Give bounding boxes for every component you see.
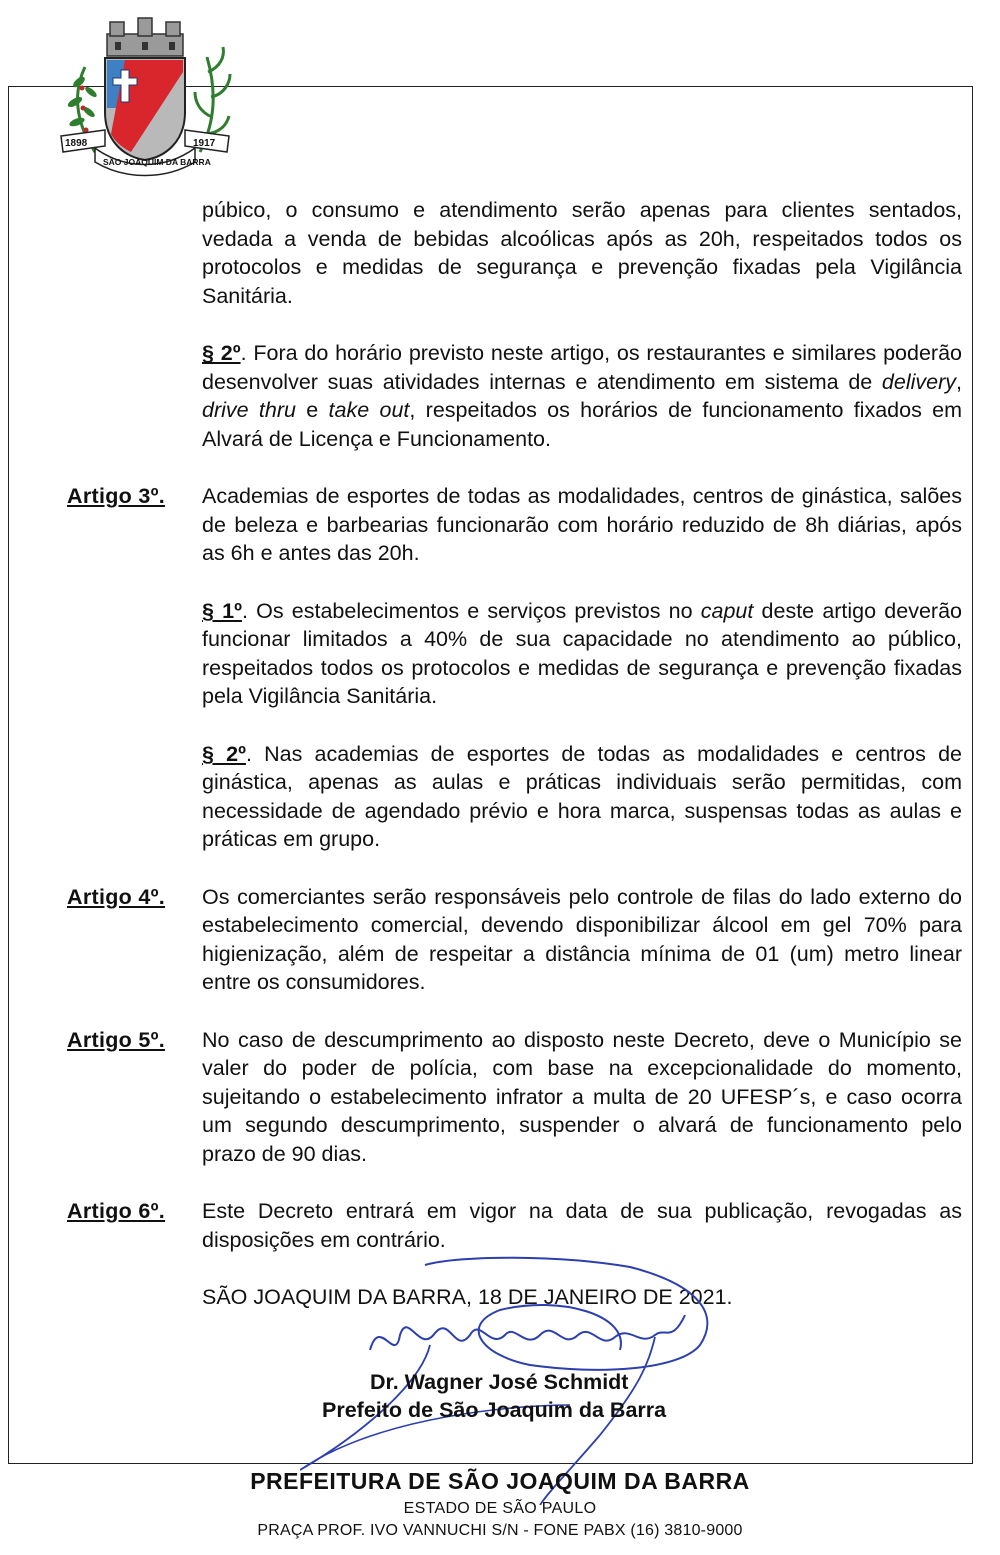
crest-city-ribbon: SÃO JOAQUIM DA BARRA: [103, 157, 211, 167]
paragraph-text: . Fora do horário previsto neste artigo, os restaurantes e similares poderão desenvolver suas atividades internas e atendimento em sistema de: [202, 341, 962, 394]
paragraph-text: . Nas academias de esportes de todas as modalidades e centros de ginástica, apenas as aulas e práticas individuais serão permitidas, com necessidade de agendado prévio e hora marca, suspensas todas as aulas e práticas em grupo.: [202, 741, 962, 851]
decree-body: [0, 196, 1000, 1312]
crest-year-right: 1917: [193, 138, 216, 149]
footer-address: PRAÇA PROF. IVO VANNUCHI S/N - FONE PABX (16) 3810-9000: [257, 1522, 743, 1539]
paragraph-text: , respeitados os horários de funcionamento fixados em Alvará de Licença e Funcionamento.: [202, 398, 963, 451]
conjunction: e: [295, 398, 329, 422]
article-label: Artigo 5º.: [67, 1027, 166, 1052]
article-label: Artigo 4º.: [67, 884, 166, 909]
term-delivery: delivery: [881, 369, 957, 394]
section-label: § 2º: [202, 741, 246, 766]
signer-name: Dr. Wagner José Schmidt: [370, 1370, 629, 1394]
signer-title: Prefeito de São Joaquim da Barra: [322, 1398, 667, 1422]
mural-crown-icon: [107, 18, 183, 56]
paragraph-text: púbico, o consumo e atendimento serão apenas para clientes sentados, vedada a venda de bebidas alcoólicas após as 20h, respeitados todos os protocolos e medidas de segurança e prevenção fixadas pela Vigilância Sanitária.: [202, 198, 962, 308]
term-take-out: take out: [328, 398, 410, 422]
paragraph-text: . Os estabelecimentos e serviços previstos no: [241, 598, 701, 623]
shield-icon: [105, 58, 185, 160]
crest-year-left: 1898: [65, 138, 88, 149]
section-label: § 2º: [202, 341, 241, 365]
term-caput: caput: [700, 598, 754, 623]
article-4: [67, 883, 962, 997]
date-line: SÃO JOAQUIM DA BARRA, 18 DE JANEIRO DE 2021.: [202, 1285, 733, 1309]
article-label: Artigo 6º.: [67, 1199, 166, 1223]
section-2-article-3: [202, 740, 962, 854]
article-text: Este Decreto entrará em vigor na data de sua publicação, revogadas as disposições em contrário.: [202, 1199, 962, 1252]
footer-state: ESTADO DE SÃO PAULO: [403, 1500, 597, 1517]
punct: ,: [956, 369, 962, 394]
footer-institution: PREFEITURA DE SÃO JOAQUIM DA BARRA: [250, 1468, 750, 1494]
article-3: [67, 482, 962, 568]
article-5: [67, 1026, 962, 1169]
article-label: Artigo 3º.: [67, 484, 166, 508]
section-1-article-3: [202, 597, 962, 711]
article-text: No caso de descumprimento ao disposto neste Decreto, deve o Município se valer do poder de polícia, com base na excepcionalidade do momento, sujeitando o estabelecimento infrator a multa de 20 UFESP´s, e caso ocorra um segundo descumprimento, suspender o alvará de funcionamento pelo prazo de 90 dias.: [202, 1027, 962, 1166]
section-label: § 1º: [202, 598, 242, 623]
article-text: Academias de esportes de todas as modalidades, centros de ginástica, salões de beleza e barbearias funcionarão com horário reduzido de 8h diárias, após as 6h e antes das 20h.: [202, 484, 962, 565]
term-drive-thru: drive thru: [202, 398, 296, 422]
letterhead-footer: [0, 1468, 1000, 1540]
article-text: Os comerciantes serão responsáveis pelo controle de filas do lado externo do estabelecimento comercial, devendo disponibilizar álcool em gel 70% para higienização, além de respeitar a distância mínima de 01 (um) metro linear entre os consumidores.: [202, 884, 962, 994]
section-2-restaurants: [202, 339, 962, 453]
paragraph-continued: [202, 196, 962, 310]
paragraph-text: deste artigo deverão funcionar limitados a 40% de sua capacidade no atendimento ao público, respeitados todos os protocolos e medidas de segurança e prevenção fixadas pela Vigilância Sanitária.: [202, 598, 962, 708]
signer-block: [0, 1368, 1000, 1424]
article-6: [67, 1197, 962, 1254]
coat-of-arms-logo: [55, 12, 235, 177]
